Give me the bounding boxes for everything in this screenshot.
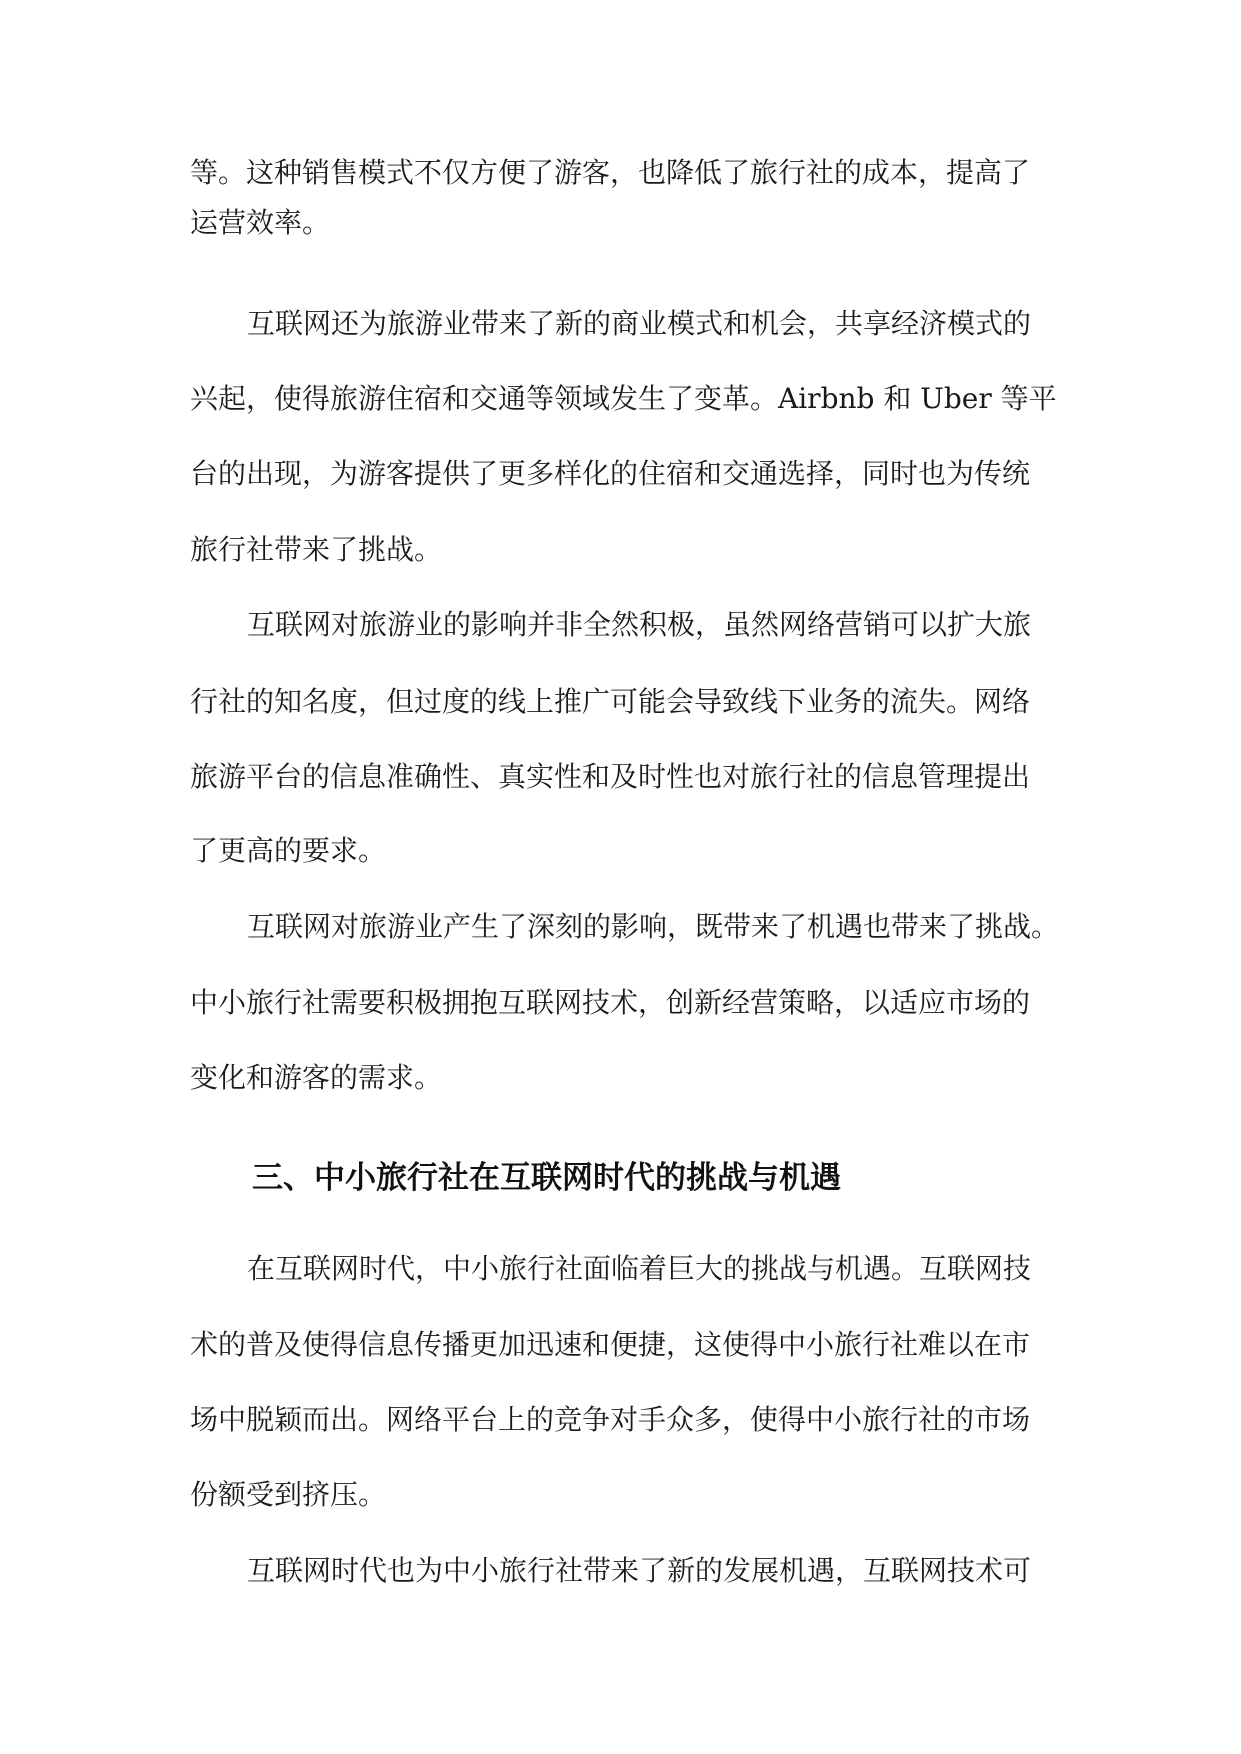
paragraph-line: 兴起，使得旅游住宿和交通等领域发生了变革。Airbnb 和 Uber 等平 [190, 382, 1057, 415]
paragraph-line: 互联网对旅游业的影响并非全然积极，虽然网络营销可以扩大旅 [247, 608, 1032, 641]
section-heading: 三、中小旅行社在互联网时代的挑战与机遇 [252, 1160, 841, 1196]
paragraph-line: 互联网还为旅游业带来了新的商业模式和机会，共享经济模式的 [247, 307, 1032, 340]
paragraph-line: 术的普及使得信息传播更加迅速和便捷，这使得中小旅行社难以在市 [190, 1328, 1031, 1361]
paragraph-line: 运营效率。 [190, 206, 331, 239]
paragraph-line: 变化和游客的需求。 [190, 1061, 443, 1094]
paragraph-line: 场中脱颖而出。网络平台上的竞争对手众多，使得中小旅行社的市场 [190, 1403, 1031, 1436]
paragraph-line: 旅游平台的信息准确性、真实性和及时性也对旅行社的信息管理提出 [190, 760, 1031, 793]
paragraph-line: 等。这种销售模式不仅方便了游客，也降低了旅行社的成本，提高了 [190, 156, 1031, 189]
paragraph-line: 互联网对旅游业产生了深刻的影响，既带来了机遇也带来了挑战。 [247, 910, 1060, 943]
paragraph-line: 了更高的要求。 [190, 834, 387, 867]
paragraph-line: 中小旅行社需要积极拥抱互联网技术，创新经营策略，以适应市场的 [190, 986, 1031, 1019]
paragraph-line: 旅行社带来了挑战。 [190, 533, 443, 566]
paragraph-line: 互联网时代也为中小旅行社带来了新的发展机遇，互联网技术可 [247, 1554, 1032, 1587]
paragraph-line: 在互联网时代，中小旅行社面临着巨大的挑战与机遇。互联网技 [247, 1252, 1032, 1285]
paragraph-line: 台的出现，为游客提供了更多样化的住宿和交通选择，同时也为传统 [190, 457, 1031, 490]
paragraph-line: 份额受到挤压。 [190, 1478, 387, 1511]
paragraph-line: 行社的知名度，但过度的线上推广可能会导致线下业务的流失。网络 [190, 685, 1031, 718]
